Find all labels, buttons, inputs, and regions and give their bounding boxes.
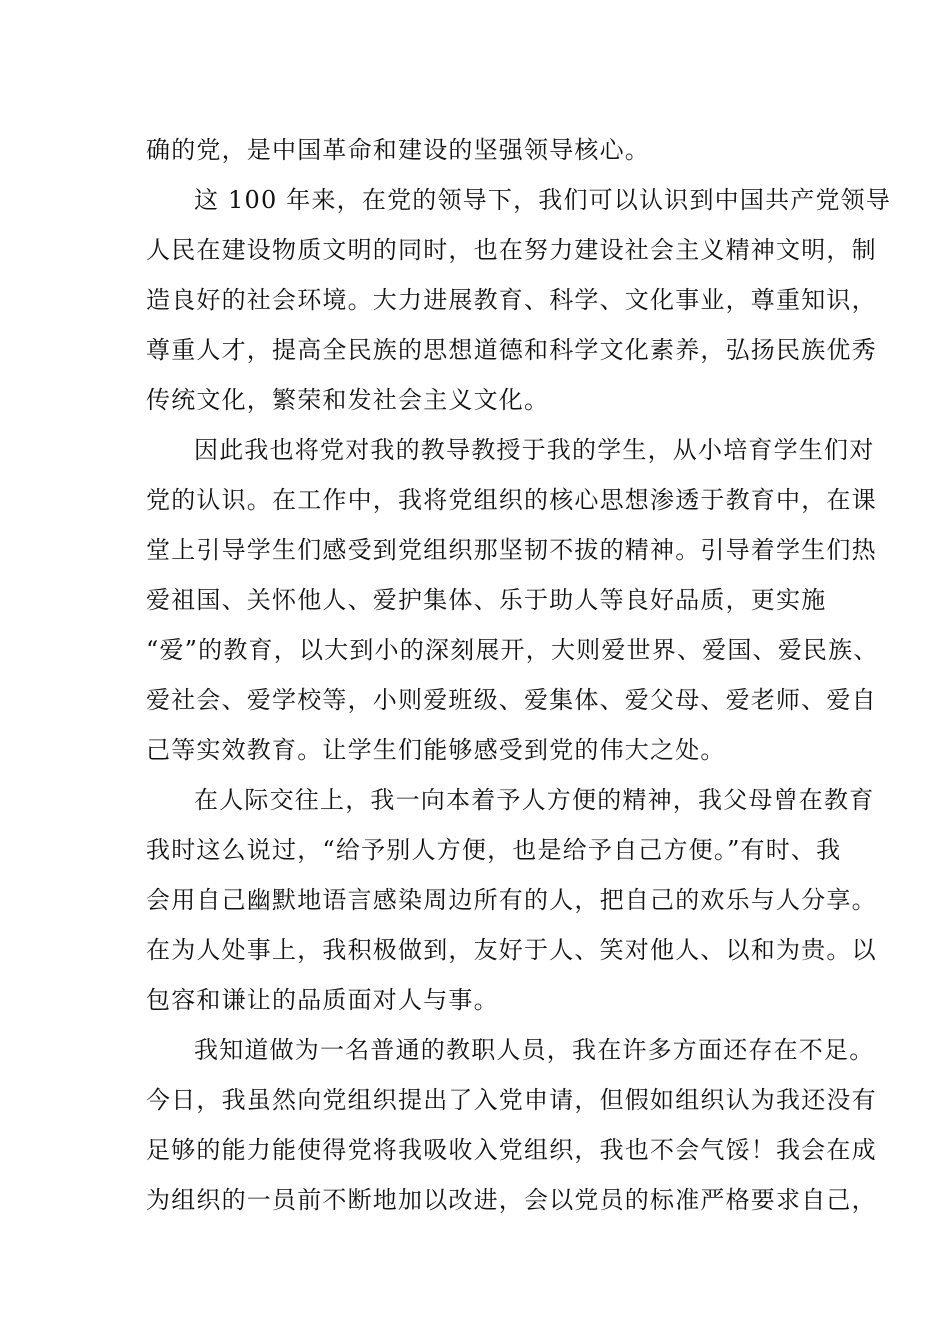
paragraph-first-line: 我知道做为一名普通的教职人员，我在许多方面还存在不足。 xyxy=(194,1036,875,1064)
text-line: 为组织的一员前不断地加以改进，会以党员的标准严格要求自己， xyxy=(146,1186,877,1214)
text-line: 党的认识。在工作中，我将党组织的核心思想渗透于教育中，在课 xyxy=(146,486,877,514)
paragraph-first-line: 这 100 年来，在党的领导下，我们可以认识到中国共产党领导 xyxy=(194,186,892,214)
text-line: 传统文化，繁荣和发社会主义文化。 xyxy=(146,386,550,414)
paragraph-first-line: 因此我也将党对我的教导教授于我的学生，从小培育学生们对 xyxy=(194,436,875,464)
text-line: 造良好的社会环境。大力进展教育、科学、文化事业，尊重知识， xyxy=(146,286,877,314)
text-line: 我时这么说过，“给予别人方便，也是给予自己方便。”有时、我 xyxy=(146,836,842,864)
text-line: 尊重人才，提高全民族的思想道德和科学文化素养，弘扬民族优秀 xyxy=(146,336,877,364)
text-line: 人民在建设物质文明的同时，也在努力建设社会主义精神文明，制 xyxy=(146,236,877,264)
text-line: 今日，我虽然向党组织提出了入党申请，但假如组织认为我还没有 xyxy=(146,1086,877,1114)
text-line: “爱”的教育，以大到小的深刻展开，大则爱世界、爱国、爱民族、 xyxy=(146,636,879,664)
text-line: 己等实效教育。让学生们能够感受到党的伟大之处。 xyxy=(146,736,726,764)
text-line: 堂上引导学生们感受到党组织那坚韧不拔的精神。引导着学生们热 xyxy=(146,536,877,564)
paragraph-first-line: 在人际交往上，我一向本着予人方便的精神，我父母曾在教育 xyxy=(194,786,875,814)
text-line: 在为人处事上，我积极做到，友好于人、笑对他人、以和为贵。以 xyxy=(146,936,877,964)
text-line: 会用自己幽默地语言感染周边所有的人，把自己的欢乐与人分享。 xyxy=(146,886,877,914)
text-line: 确的党，是中国革命和建设的坚强领导核心。 xyxy=(146,136,650,164)
text-line: 包容和谦让的品质面对人与事。 xyxy=(146,986,499,1014)
text-line: 爱社会、爱学校等，小则爱班级、爱集体、爱父母、爱老师、爱自 xyxy=(146,686,877,714)
text-line: 足够的能力能使得党将我吸收入党组织，我也不会气馁！我会在成 xyxy=(146,1136,877,1164)
text-line: 爱祖国、关怀他人、爱护集体、乐于助人等良好品质，更实施 xyxy=(146,586,827,614)
